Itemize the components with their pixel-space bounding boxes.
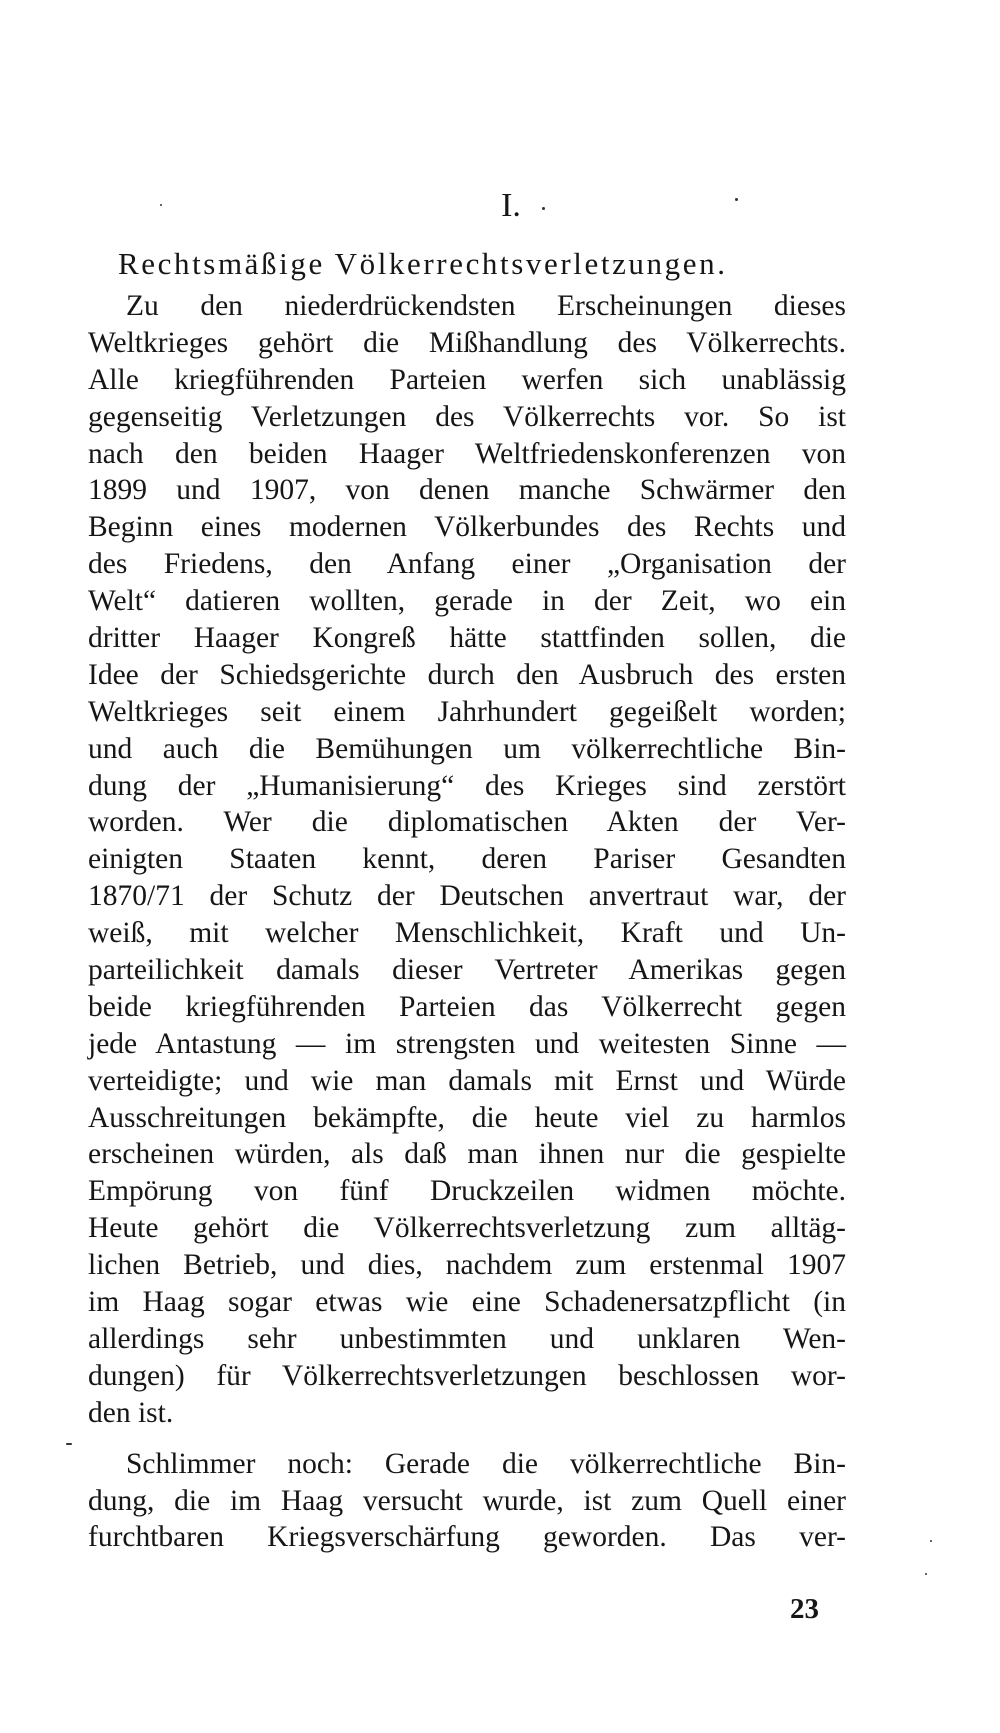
text-line: nach den beiden Haager Weltfriedenskonferenzen von (88, 437, 846, 470)
page-number: 23 (790, 1593, 819, 1625)
text-line: Alle kriegführenden Parteien werfen sich unablässig (88, 363, 846, 396)
text-line: Ausschreitungen bekämpfte, die heute viel zu harmlos (88, 1101, 846, 1134)
text-line: dritter Haager Kongreß hätte stattfinden sollen, die (88, 622, 846, 655)
text-line: Idee der Schiedsgerichte durch den Ausbruch des ersten (88, 658, 846, 691)
scan-speck (542, 207, 545, 210)
text-line: Weltkrieges seit einem Jahrhundert gegeißelt worden; (88, 695, 846, 728)
text-line: und auch die Bemühungen um völkerrechtliche Bin- (88, 732, 846, 765)
text-line: Welt“ datieren wollten, gerade in der Zeit, wo ein (88, 585, 846, 618)
text-line: im Haag sogar etwas wie eine Schadenersatzpflicht (in (88, 1286, 846, 1319)
scan-speck (925, 1573, 927, 1575)
text-line: Schlimmer noch: Gerade die völkerrechtliche Bin- (126, 1447, 846, 1480)
text-line: den ist. (88, 1396, 174, 1429)
paragraph-2 (88, 1446, 846, 1557)
text-line: beide kriegführenden Parteien das Völkerrecht gegen (88, 990, 846, 1023)
text-line: dung, die im Haag versucht wurde, ist zum Quell einer (88, 1484, 846, 1517)
chapter-number: I. (501, 187, 521, 224)
scan-speck (66, 1443, 72, 1445)
body-text (88, 288, 846, 1556)
text-line: furchtbaren Kriegsverschärfung geworden. Das ver- (88, 1521, 846, 1554)
text-line: gegenseitig Verletzungen des Völkerrechts vor. So ist (88, 400, 846, 433)
text-line: lichen Betrieb, und dies, nachdem zum erstenmal 1907 (88, 1249, 846, 1282)
text-line: dung der „Humanisierung“ des Krieges sind zerstört (88, 769, 846, 802)
scan-speck (735, 198, 738, 201)
text-line: 1870/71 der Schutz der Deutschen anvertraut war, der (88, 880, 846, 913)
text-line: Zu den niederdrückendsten Erscheinungen dieses (126, 290, 846, 322)
text-line: weiß, mit welcher Menschlichkeit, Kraft und Un- (88, 917, 846, 950)
text-line: Empörung von fünf Druckzeilen widmen möchte. (88, 1175, 846, 1208)
paragraph-1 (88, 288, 846, 1432)
scan-speck (160, 204, 162, 206)
text-line: allerdings sehr unbestimmten und unklaren Wen- (88, 1322, 846, 1355)
text-line: verteidigte; und wie man damals mit Ernst und Würde (88, 1064, 846, 1097)
text-line: erscheinen würden, als daß man ihnen nur die gespielte (88, 1138, 846, 1171)
text-line: dungen) für Völkerrechtsverletzungen beschlossen wor- (88, 1359, 846, 1392)
text-line: jede Antastung — im strengsten und weitesten Sinne — (88, 1027, 846, 1060)
text-line: Beginn eines modernen Völkerbundes des Rechts und (88, 511, 846, 544)
text-line: parteilichkeit damals dieser Vertreter Amerikas gegen (88, 954, 846, 987)
text-line: 1899 und 1907, von denen manche Schwärmer den (88, 474, 846, 507)
scan-speck (930, 1540, 932, 1542)
text-line: Heute gehört die Völkerrechtsverletzung zum alltäg- (88, 1212, 846, 1245)
text-line: des Friedens, den Anfang einer „Organisation der (88, 548, 846, 581)
text-line: Weltkrieges gehört die Mißhandlung des Völkerrechts. (88, 326, 846, 359)
text-line: worden. Wer die diplomatischen Akten der Ver- (88, 806, 846, 839)
chapter-title: Rechtsmäßige Völkerrechtsverletzungen. (118, 246, 728, 281)
text-line: einigten Staaten kennt, deren Pariser Gesandten (88, 843, 846, 876)
